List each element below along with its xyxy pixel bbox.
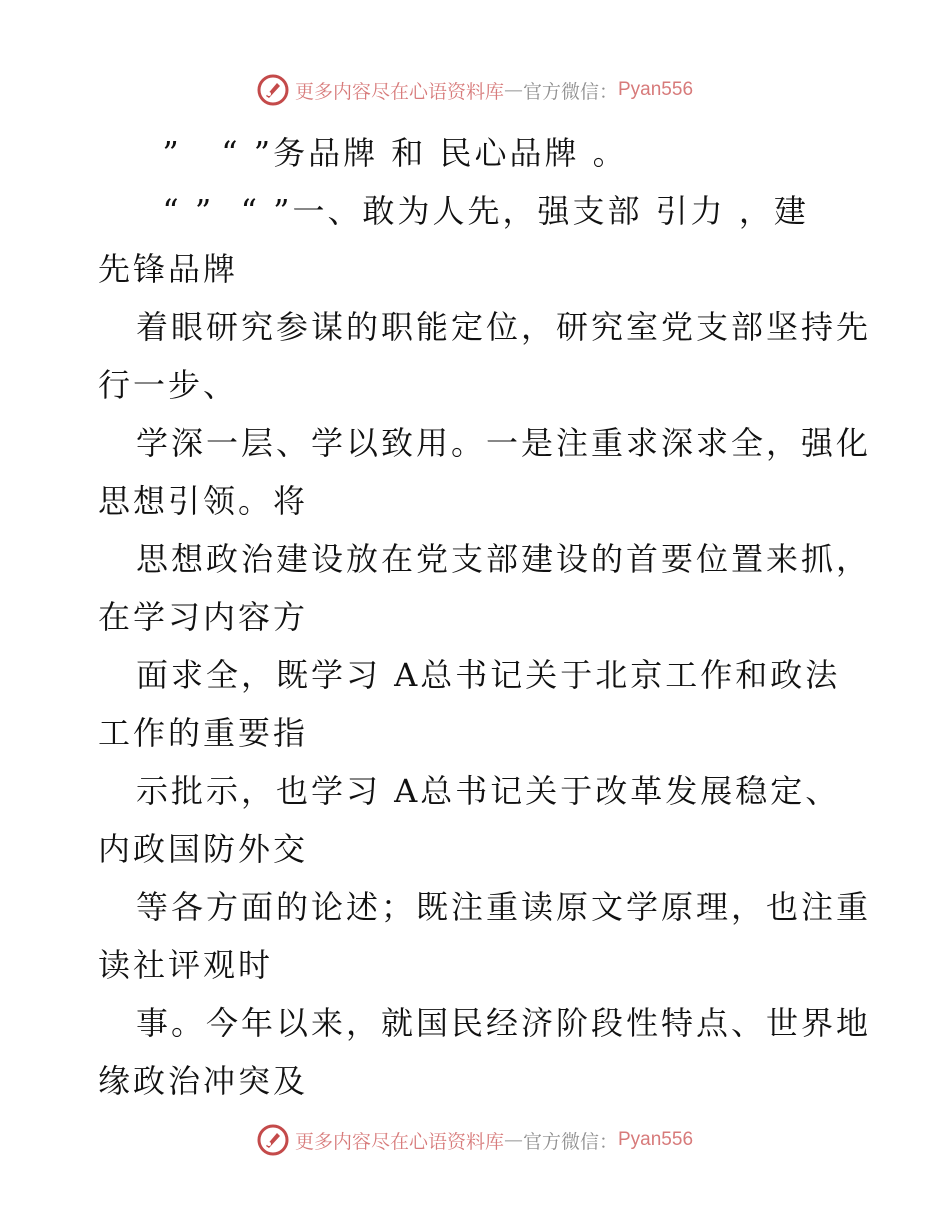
text-line: 先锋品牌 [98,250,239,288]
watermark-account: Pyan556 [618,1129,694,1150]
text-line: 事。今年以来，就国民经济阶段性特点、世界地 [136,1004,872,1042]
text-line: 着眼研究参谋的职能定位，研究室党支部坚持先 [136,308,872,346]
text-line: 示批示，也学习 A总书记关于改革发展稳定、 [136,772,841,810]
watermark-separator: — [503,1129,523,1151]
text-line: 等各方面的论述；既注重读原文学原理，也注重 [136,888,872,926]
text-line: 行一步、 [98,366,239,404]
text-line: “ ” “ ”一、敢为人先，强支部 引力 ，建 [136,192,809,230]
text-line: 缘政治冲突及 [98,1062,309,1100]
watermark-separator: — [503,79,523,101]
watermark-footer [0,1120,950,1160]
document-body [98,124,872,1110]
watermark-label: 官方微信： [522,80,618,103]
text-line: 学深一层、学以致用。一是注重求深求全，强化 [136,424,872,462]
text-line: 面求全，既学习 A总书记关于北京工作和政法 [136,656,841,694]
watermark-header [0,70,950,110]
pen-nib-circle-icon [257,74,289,106]
pen-nib-circle-icon [257,1124,289,1156]
text-line: 读社评观时 [98,946,274,984]
watermark-text: 更多内容尽在心语资料库 [294,1130,504,1153]
text-line: 内政国防外交 [98,830,309,868]
watermark-account: Pyan556 [618,79,694,100]
text-line: 工作的重要指 [98,714,309,752]
text-line: ” “ ”务品牌 和 民心品牌 。 [136,134,628,172]
text-line: 思想引领。将 [98,482,309,520]
watermark-label: 官方微信： [522,1130,618,1153]
text-line: 在学习内容方 [98,598,309,636]
watermark-text: 更多内容尽在心语资料库 [294,80,504,103]
text-line: 思想政治建设放在党支部建设的首要位置来抓， [136,540,872,578]
